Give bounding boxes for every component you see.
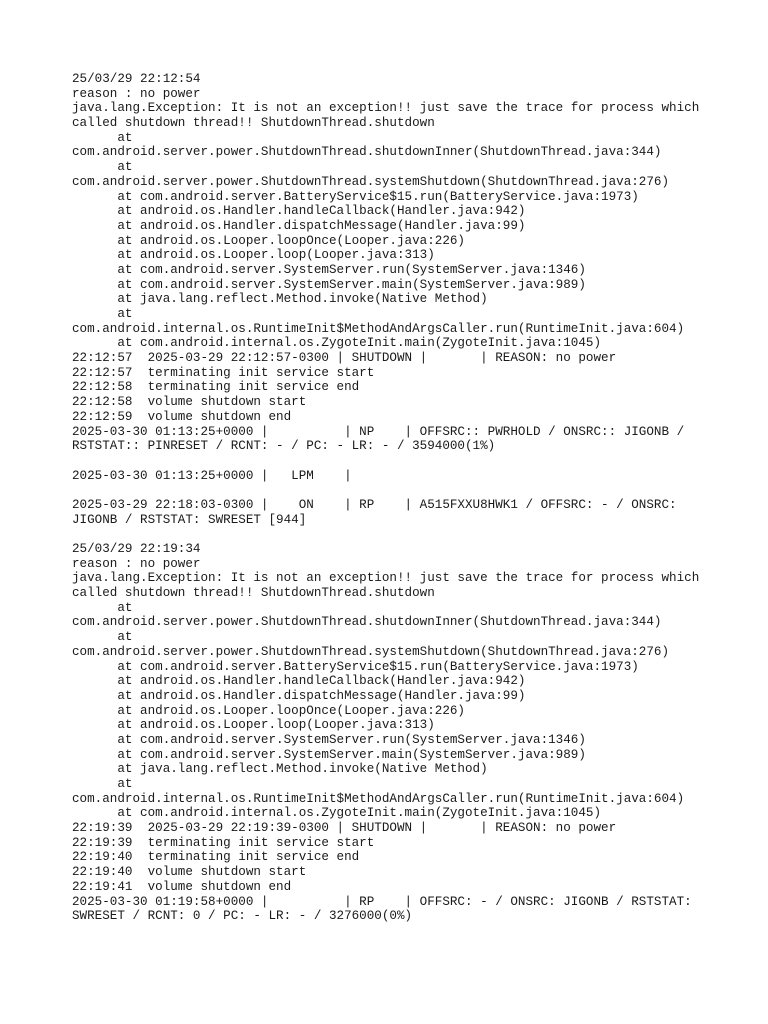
log-line: 22:19:41 volume shutdown end bbox=[72, 879, 292, 894]
log-line: 22:12:57 2025-03-29 22:12:57-0300 | SHUTDOWN | | REASON: no power bbox=[72, 351, 617, 366]
log-line: java.lang.Exception: It is not an exception!! just save the trace for process which bbox=[72, 101, 700, 116]
log-line: com.android.server.power.ShutdownThread.shutdownInner(ShutdownThread.java:344) bbox=[72, 145, 662, 160]
log-line: SWRESET / RCNT: 0 / PC: - LR: - / 3276000(0%) bbox=[72, 909, 413, 924]
log-line: at bbox=[72, 130, 133, 145]
blank-line bbox=[72, 454, 712, 469]
log-line: reason : no power bbox=[72, 86, 201, 101]
log-line: called shutdown thread!! ShutdownThread.shutdown bbox=[72, 116, 435, 131]
log-line: com.android.internal.os.RuntimeInit$MethodAndArgsCaller.run(RuntimeInit.java:604) bbox=[72, 321, 685, 336]
log-line: 2025-03-29 22:18:03-0300 | ON | RP | A515FXXU8HWK1 / OFFSRC: - / ONSRC: bbox=[72, 497, 677, 512]
log-line: java.lang.Exception: It is not an exception!! just save the trace for process which bbox=[72, 571, 700, 586]
log-line: at java.lang.reflect.Method.invoke(Native Method) bbox=[72, 762, 488, 777]
log-line: at android.os.Handler.handleCallback(Handler.java:942) bbox=[72, 204, 526, 219]
log-line: 22:19:39 terminating init service start bbox=[72, 835, 375, 850]
log-line: at bbox=[72, 777, 133, 791]
log-line: 2025-03-30 01:13:25+0000 | LPM | bbox=[72, 468, 352, 483]
log-line: at android.os.Looper.loop(Looper.java:313) bbox=[72, 248, 435, 263]
log-line: 22:19:40 volume shutdown start bbox=[72, 865, 307, 880]
log-line: at bbox=[72, 307, 133, 321]
blank-line bbox=[72, 483, 712, 498]
log-line: at android.os.Looper.loopOnce(Looper.java:226) bbox=[72, 233, 465, 248]
log-line: com.android.internal.os.RuntimeInit$MethodAndArgsCaller.run(RuntimeInit.java:604) bbox=[72, 791, 685, 806]
log-line: at com.android.server.BatteryService$15.run(BatteryService.java:1973) bbox=[72, 189, 639, 204]
log-line: at com.android.server.SystemServer.run(SystemServer.java:1346) bbox=[72, 732, 586, 747]
log-line: at android.os.Handler.handleCallback(Handler.java:942) bbox=[72, 674, 526, 689]
log-line: reason : no power bbox=[72, 556, 201, 571]
log-line: at android.os.Looper.loopOnce(Looper.java:226) bbox=[72, 703, 465, 718]
log-line: at com.android.server.SystemServer.run(SystemServer.java:1346) bbox=[72, 262, 586, 277]
log-line: com.android.server.power.ShutdownThread.systemShutdown(ShutdownThread.java:276) bbox=[72, 174, 670, 189]
log-line: 22:12:58 volume shutdown start bbox=[72, 395, 307, 410]
log-line: 25/03/29 22:19:34 bbox=[72, 542, 201, 556]
log-line: at android.os.Handler.dispatchMessage(Handler.java:99) bbox=[72, 218, 526, 233]
log-line: at bbox=[72, 160, 133, 175]
log-line: at java.lang.reflect.Method.invoke(Native Method) bbox=[72, 292, 488, 307]
log-line: at com.android.server.SystemServer.main(SystemServer.java:989) bbox=[72, 277, 586, 292]
log-line: at android.os.Handler.dispatchMessage(Handler.java:99) bbox=[72, 688, 526, 703]
log-line: at com.android.server.BatteryService$15.run(BatteryService.java:1973) bbox=[72, 659, 639, 674]
log-line: com.android.server.power.ShutdownThread.shutdownInner(ShutdownThread.java:344) bbox=[72, 615, 662, 630]
log-line: 22:12:58 terminating init service end bbox=[72, 380, 360, 395]
log-line: at com.android.internal.os.ZygoteInit.main(ZygoteInit.java:1045) bbox=[72, 806, 602, 821]
log-line: called shutdown thread!! ShutdownThread.shutdown bbox=[72, 586, 435, 601]
log-line: at com.android.internal.os.ZygoteInit.main(ZygoteInit.java:1045) bbox=[72, 336, 602, 351]
log-line: 22:19:40 terminating init service end bbox=[72, 850, 360, 865]
log-line: 25/03/29 22:12:54 bbox=[72, 72, 201, 86]
log-line: 2025-03-30 01:13:25+0000 | | NP | OFFSRC:: PWRHOLD / ONSRC:: JIGONB / bbox=[72, 424, 685, 439]
log-line: at bbox=[72, 600, 133, 615]
log-line: 2025-03-30 01:19:58+0000 | | RP | OFFSRC: - / ONSRC: JIGONB / RSTSTAT: bbox=[72, 894, 692, 909]
log-line: at com.android.server.SystemServer.main(SystemServer.java:989) bbox=[72, 747, 586, 762]
log-line: at bbox=[72, 630, 133, 645]
log-document bbox=[72, 72, 712, 924]
log-line: at android.os.Looper.loop(Looper.java:313) bbox=[72, 718, 435, 733]
log-line: com.android.server.power.ShutdownThread.systemShutdown(ShutdownThread.java:276) bbox=[72, 644, 670, 659]
log-line: 22:12:59 volume shutdown end bbox=[72, 409, 292, 424]
log-line: 22:19:39 2025-03-29 22:19:39-0300 | SHUTDOWN | | REASON: no power bbox=[72, 821, 617, 836]
log-line: 22:12:57 terminating init service start bbox=[72, 365, 375, 380]
log-line: RSTSTAT:: PINRESET / RCNT: - / PC: - LR: - / 3594000(1%) bbox=[72, 439, 496, 454]
blank-line bbox=[72, 527, 712, 542]
log-line: JIGONB / RSTSTAT: SWRESET [944] bbox=[72, 512, 307, 527]
